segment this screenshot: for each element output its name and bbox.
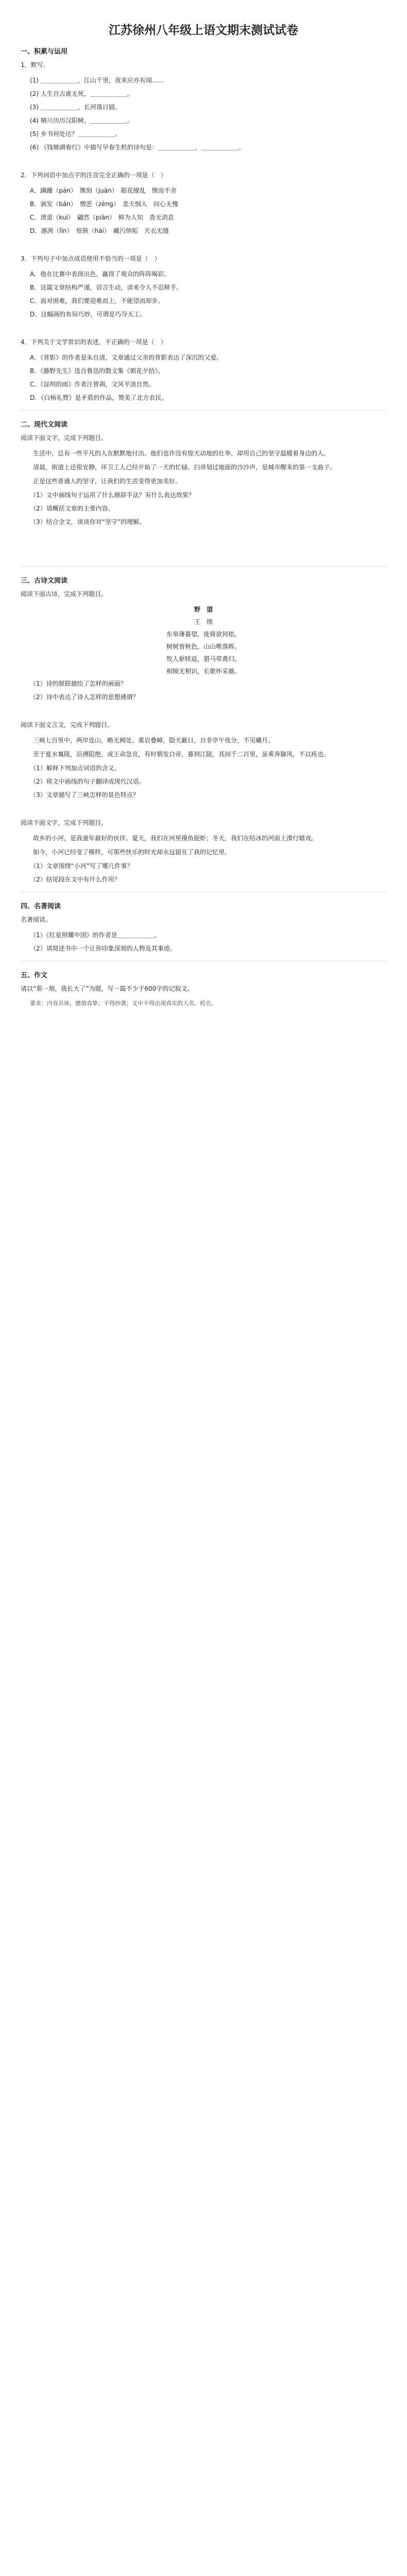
poem-author: 王 绩 — [194, 618, 213, 625]
choice-item: A．《背影》的作者是朱自清，文章通过父亲的背影表达了深沉的父爱。 — [30, 354, 223, 361]
classical-paragraph: 三峡七百里中，两岸连山，略无阙处。重岩叠嶂，隐天蔽日，自非亭午夜分，不见曦月。 — [33, 737, 275, 744]
question-lead: 3．下列句子中加点成语使用不恰当的一项是（ ） — [21, 255, 161, 262]
divider — [21, 566, 386, 567]
reading-paragraph: 正是这些普通人的坚守，让我们的生活变得更加美好。 — [33, 478, 182, 485]
question-item: (4) 晴川历历汉阳树，＿＿＿＿＿＿。 — [30, 117, 133, 124]
sub-question: （2）将文中画线的句子翻译成现代汉语。 — [30, 778, 145, 785]
choice-item: C．溃退（kuì） 翩然（piān） 鲜为人知 杳无消息 — [30, 214, 174, 221]
reading-paragraph: 生活中，总有一些平凡的人在默默地付出。他们也许没有惊天动地的壮举，却用自己的坚守温暖着身边的人。 — [33, 450, 330, 457]
question-lead: 1．默写。 — [21, 61, 49, 69]
choice-item: A．他在比赛中表现出色，赢得了观众的阵阵喝彩。 — [30, 270, 171, 278]
poem-line: 相顾无相识，长歌怀采薇。 — [166, 668, 241, 675]
poem-line: 树树皆秋色，山山唯落晖。 — [166, 643, 241, 650]
sub-question: （1）《红星照耀中国》的作者是＿＿＿＿＿＿。 — [30, 931, 161, 939]
question-lead: 4．下列关于文学常识的表述，不正确的一项是（ ） — [21, 338, 167, 346]
question-item: (6) 《钱塘湖春行》中描写早春生机的诗句是：＿＿＿＿＿＿，＿＿＿＿＿＿。 — [30, 144, 245, 151]
section-heading: 二、现代文阅读 — [21, 421, 68, 429]
classical-paragraph: 至于夏水襄陵，沿溯阻绝。或王命急宣，有时朝发白帝，暮到江陵，其间千二百里，虽乘奔御风，不以疾也。 — [33, 751, 330, 758]
choice-item: A．蹒跚（pán） 镌刻（juān） 眼花缭乱 锲而不舍 — [30, 187, 177, 194]
section-heading: 四、名著阅读 — [21, 903, 61, 910]
question-item: (2) 人生自古谁无死，＿＿＿＿＿＿。 — [30, 90, 133, 97]
exam-title: 江苏徐州八年级上语文期末测试试卷 — [109, 23, 298, 37]
question-item: (5) 乡书何处达？＿＿＿＿＿＿。 — [30, 130, 121, 138]
poem-line: 东皋薄暮望，徙倚欲何依。 — [166, 631, 241, 638]
choice-item: B．《藤野先生》选自鲁迅的散文集《朝花夕拾》。 — [30, 367, 164, 375]
choice-item: D．这幅画的布局巧妙，可谓是巧夺天工。 — [30, 311, 146, 318]
reading-paragraph: 故乡的小河，是我童年最好的伙伴。夏天，我们在河里摸鱼捉虾；冬天，我们在结冰的河面上滑行嬉戏。 — [33, 835, 318, 842]
sub-question: （1）文章围绕“小河”写了哪几件事？ — [30, 862, 133, 870]
reading-lead: 阅读下面文字，完成下列题目。 — [21, 819, 108, 826]
sub-question: （2）诗中表达了诗人怎样的思想感情？ — [30, 693, 139, 701]
divider — [21, 410, 386, 411]
sub-question: （3）文章描写了三峡怎样的景色特点？ — [30, 791, 139, 799]
poem-title: 野 望 — [194, 606, 213, 613]
sub-question: （1）文中画线句子运用了什么修辞手法？有什么表达效果？ — [30, 492, 195, 499]
sub-question: （2）结尾段在文中有什么作用？ — [30, 876, 121, 883]
section-heading: 五、作文 — [21, 972, 48, 979]
poem-lead: 阅读下面古诗，完成下列题目。 — [21, 590, 108, 598]
reading-paragraph: 如今，小河已经变了模样，可那些快乐的时光却永远留在了我的记忆里。 — [33, 849, 231, 856]
sub-question: （3）结合全文，谈谈你对“坚守”的理解。 — [30, 518, 146, 526]
choice-item: D．《白杨礼赞》是矛盾的作品，赞美了北方农民。 — [30, 394, 168, 401]
choice-item: B．这篇文章结构严谨，语言生动，读来令人不忍释手。 — [30, 284, 183, 291]
question-item: (3) ＿＿＿＿＿＿，长河落日圆。 — [30, 104, 121, 111]
choice-item: D．凛冽（lǐn） 惊骇（hài） 藏污纳垢 天衣无缝 — [30, 227, 169, 234]
essay-prompt: 请以“那一刻，我长大了”为题，写一篇不少于600字的记叙文。 — [21, 985, 194, 992]
question-item: (1) ＿＿＿＿＿＿，江山千里，夜来应亦有闻…… — [30, 77, 164, 84]
sub-question: （1）解释下列加点词语的含义。 — [30, 765, 121, 772]
choice-item: C．面对困难，我们要迎难而上，不能望而却步。 — [30, 297, 164, 304]
choice-item: B．颁发（bān） 憎恶（zèng） 悲天悯人 问心无愧 — [30, 200, 178, 208]
sub-question: （2）请概括文章的主要内容。 — [30, 505, 114, 512]
section-heading: 一、积累与运用 — [21, 48, 68, 56]
section-heading: 三、古诗文阅读 — [21, 577, 68, 585]
reading-paragraph: 清晨，街道上还很安静，环卫工人已经开始了一天的忙碌。扫帚划过地面的沙沙声，是城市醒来的第一支曲子。 — [33, 464, 336, 471]
question-lead: 2．下列词语中加点字的注音完全正确的一项是（ ） — [21, 172, 167, 179]
poem-line: 牧人驱犊返，猎马带禽归。 — [166, 655, 241, 663]
sub-question: （2）请简述书中一个让你印象深刻的人物及其事迹。 — [30, 945, 176, 952]
essay-requirements: 要求：内容具体，感情真挚；不得抄袭；文中不得出现真实的人名、校名。 — [30, 1000, 217, 1007]
question-lead: 名著阅读。 — [21, 916, 52, 923]
choice-item: C．《昆明的雨》作者汪曾祺，文风平淡自然。 — [30, 381, 155, 388]
sub-question: （1）诗的颔联描绘了怎样的画面？ — [30, 680, 127, 687]
reading-lead: 阅读下面文字，完成下列题目。 — [21, 434, 108, 442]
classical-lead: 阅读下面文言文，完成下列题目。 — [21, 721, 114, 728]
